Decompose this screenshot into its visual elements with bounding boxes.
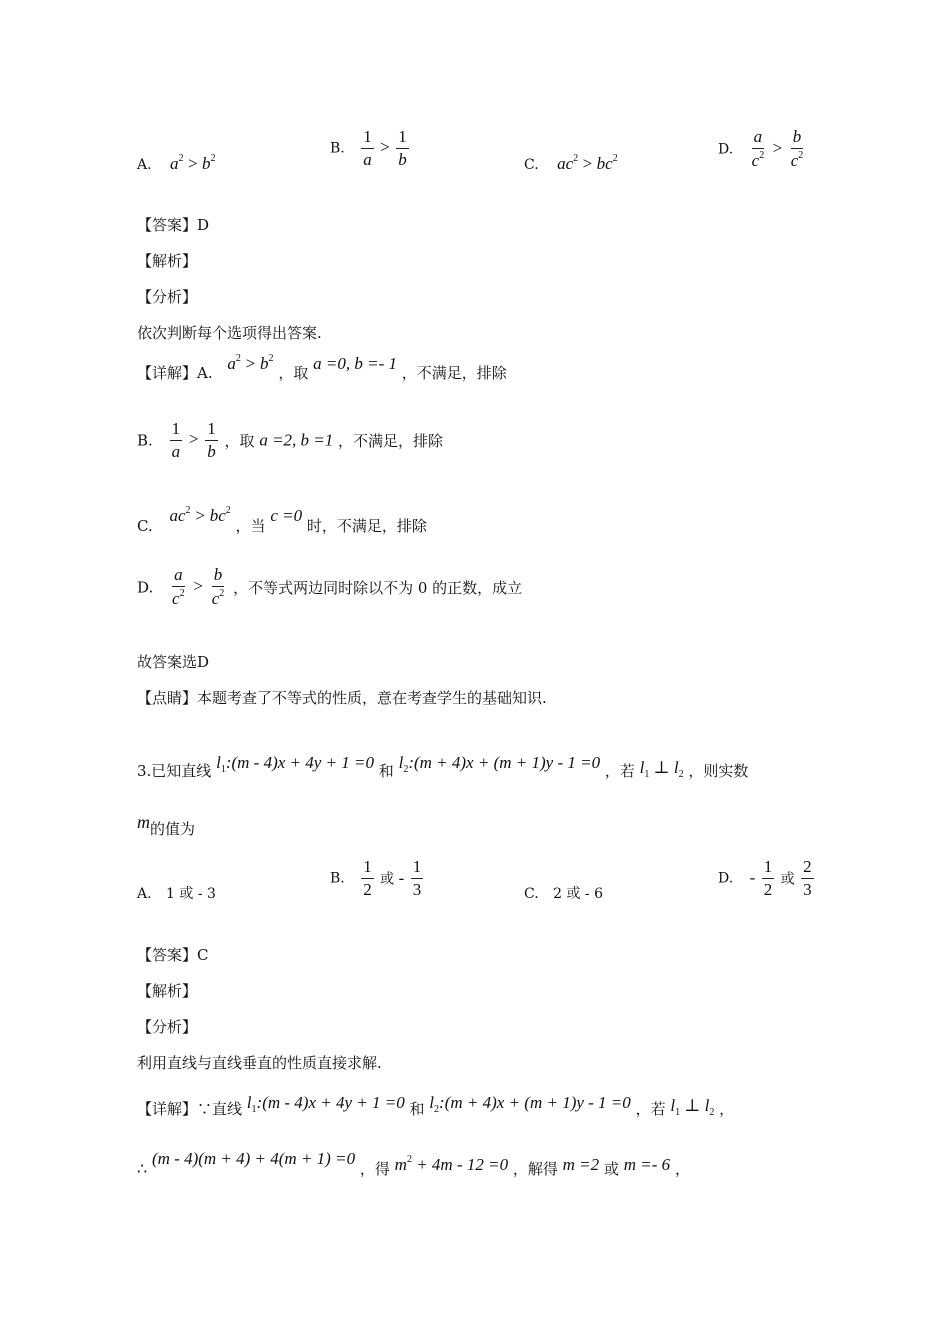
q2-fenxi: 【分析】 [137, 288, 198, 306]
option-label: D. [718, 870, 734, 887]
math-values: a =0, b =- 1 [313, 354, 397, 373]
fraction [205, 420, 218, 461]
option-label: A. [137, 886, 152, 902]
fraction [170, 420, 183, 461]
numerator: b [212, 566, 225, 587]
q2-detail-a [137, 353, 507, 383]
denominator: a [363, 149, 372, 169]
stem-text: ，则实数 [688, 762, 749, 780]
q2-option-c [524, 153, 618, 174]
option-label: B. [137, 431, 153, 450]
exponent: 2 [406, 1154, 412, 1165]
math-op: > [188, 429, 199, 449]
l2-equation: :(m + 4)x + (m + 1)y - 1 =0 [439, 1093, 631, 1112]
equation: + 4m - 12 =0 [411, 1155, 509, 1174]
numerator: a [752, 128, 765, 149]
detail-text: ， [674, 1160, 690, 1178]
math-var: a [170, 154, 179, 173]
math-var: m [394, 1155, 407, 1174]
q3-detail-line2 [137, 1149, 690, 1179]
fraction-half [361, 858, 374, 899]
detail-text: ，解得 [512, 1160, 558, 1178]
math-values: a =2, b =1 [259, 430, 334, 450]
q2-conclusion: 故答案选D [137, 653, 210, 671]
perp-expr: $l_1$ ⊥ $l_2$ [670, 1096, 715, 1118]
exponent: 2 [235, 353, 241, 364]
q3-option-d [718, 858, 816, 899]
option-label: D. [718, 141, 734, 158]
therefore-symbol: ∴ [137, 1159, 148, 1178]
fraction-half [762, 858, 775, 899]
equation: (m - 4)(m + 4) + 4(m + 1) =0 [151, 1149, 356, 1168]
detail-text: 或 [603, 1160, 619, 1178]
exponent: 2 [759, 149, 765, 161]
denominator: c [172, 588, 180, 608]
denominator: 2 [363, 879, 372, 899]
fraction [396, 128, 409, 169]
denominator: b [207, 441, 216, 461]
q3-option-b [330, 858, 425, 899]
or-text: 或 [380, 871, 395, 888]
q2-answer: 【答案】D [137, 216, 210, 234]
q3-fenxi-text: 利用直线与直线垂直的性质直接求解. [137, 1054, 382, 1072]
math-op: > [195, 506, 205, 525]
math-op: > [187, 154, 198, 173]
fraction [361, 128, 374, 169]
denominator: 2 [763, 879, 773, 899]
l2-var: $l_2$ [429, 1093, 440, 1115]
q3-answer: 【答案】C [137, 946, 209, 964]
math-op: > [582, 154, 593, 173]
exponent: 2 [210, 153, 216, 164]
q2-option-b [330, 128, 411, 169]
stem-text: 3.已知直线 [137, 762, 212, 780]
detail-text: 和 [409, 1100, 425, 1118]
exponent: 2 [219, 587, 225, 599]
stem-text: 的值为 [150, 820, 196, 838]
l1-equation: :(m - 4)x + 4y + 1 =0 [256, 1093, 405, 1112]
option-value: 2 或 - 6 [553, 886, 604, 902]
detail-head: 【详解】∵直线 [137, 1100, 243, 1118]
q3-option-a [137, 883, 216, 903]
detail-text: ，当 [235, 517, 266, 535]
math-op: > [193, 576, 203, 596]
fraction [210, 566, 227, 609]
denominator: 3 [803, 879, 812, 899]
option-label: C. [524, 157, 539, 173]
perp-expr: $l_1$ ⊥ $l_2$ [639, 758, 684, 780]
fraction [750, 128, 767, 171]
math-op: > [380, 137, 390, 157]
l2-var: $l_2$ [398, 753, 409, 775]
detail-text: 时，不满足，排除 [306, 517, 427, 535]
numerator: 1 [361, 858, 374, 879]
detail-text: ， [719, 1100, 735, 1118]
fraction [789, 128, 806, 171]
numerator: b [791, 128, 804, 149]
denominator: c [751, 150, 760, 170]
exponent: 2 [179, 587, 185, 599]
q3-option-c [524, 883, 603, 903]
option-label: B. [330, 140, 345, 157]
q3-detail-line1 [137, 1093, 735, 1121]
minus-sign: - [749, 868, 756, 888]
detail-text: ，不等式两边同时除以不为 0 的正数，成立 [233, 578, 523, 597]
exponent: 2 [573, 153, 579, 164]
numerator: 2 [801, 858, 814, 879]
math-op: > [245, 354, 256, 373]
q2-jiexi: 【解析】 [137, 252, 198, 270]
numerator: 1 [170, 420, 183, 441]
q2-dianjing: 【点睛】本题考查了不等式的性质，意在考查学生的基础知识. [137, 689, 547, 707]
option-label: B. [330, 870, 345, 887]
denominator: a [171, 441, 181, 461]
m-var: m [137, 812, 150, 832]
exponent: 2 [612, 153, 618, 164]
detail-text: ，不满足，排除 [401, 364, 507, 382]
l1-equation: :(m - 4)x + 4y + 1 =0 [225, 753, 375, 772]
q2-detail-c [137, 505, 427, 536]
q2-detail-d [137, 566, 522, 609]
denominator: 3 [412, 879, 422, 899]
numerator: 1 [205, 420, 218, 441]
q3-fenxi: 【分析】 [137, 1018, 198, 1036]
q3-stem [137, 753, 749, 783]
math-var: ac [557, 154, 574, 173]
or-text: 或 [780, 871, 795, 888]
numerator: a [172, 566, 185, 587]
solution: m =- 6 [623, 1155, 671, 1174]
q3-stem-line2 [137, 812, 196, 839]
math-var: bc [209, 506, 226, 525]
detail-text: ，得 [359, 1160, 390, 1178]
math-op: > [772, 138, 783, 158]
numerator: 1 [411, 858, 424, 879]
exponent: 2 [185, 505, 191, 516]
l1-var: $l_1$ [216, 753, 226, 775]
solution: m =2 [562, 1155, 600, 1174]
option-label: C. [524, 886, 539, 902]
fraction-third [411, 858, 424, 899]
exponent: 2 [178, 153, 184, 164]
denominator: c [790, 150, 799, 170]
stem-text: ，若 [604, 762, 635, 780]
stem-text: 和 [378, 762, 394, 780]
q3-jiexi: 【解析】 [137, 982, 198, 1000]
perp-symbol: ⊥ [684, 1096, 701, 1115]
fraction [170, 566, 187, 609]
option-label: C. [137, 517, 153, 535]
fraction-two-thirds [801, 858, 814, 899]
q2-option-a [137, 153, 216, 174]
exponent: 2 [268, 353, 274, 364]
math-var: ac [169, 506, 186, 525]
exponent: 2 [225, 505, 231, 516]
math-var: a [227, 354, 236, 373]
detail-text: ，若 [635, 1100, 666, 1118]
math-values: c =0 [270, 506, 303, 525]
q2-detail-b [137, 420, 443, 461]
detail-text: ，取 [278, 364, 309, 382]
denominator: c [211, 588, 220, 608]
l2-equation: :(m + 4)x + (m + 1)y - 1 =0 [408, 753, 601, 772]
detail-text: ，不满足，排除 [338, 431, 444, 450]
q2-fenxi-text: 依次判断每个选项得出答案. [137, 324, 322, 342]
q2-option-d [718, 128, 807, 171]
numerator: 1 [396, 128, 409, 149]
option-value: 1 或 - 3 [166, 886, 216, 902]
l1-var: $l_1$ [246, 1093, 257, 1115]
numerator: 1 [762, 858, 775, 879]
math-var: b [260, 354, 269, 373]
minus-sign: - [398, 868, 405, 888]
math-var: b [202, 154, 211, 173]
math-var: bc [596, 154, 613, 173]
denominator: b [398, 149, 407, 169]
numerator: 1 [361, 128, 374, 149]
option-label: A. [137, 157, 152, 173]
perp-symbol: ⊥ [653, 758, 670, 777]
detail-text: ，取 [224, 431, 255, 450]
detail-head: 【详解】A. [137, 364, 213, 382]
exponent: 2 [798, 149, 804, 161]
option-label: D. [137, 578, 154, 597]
